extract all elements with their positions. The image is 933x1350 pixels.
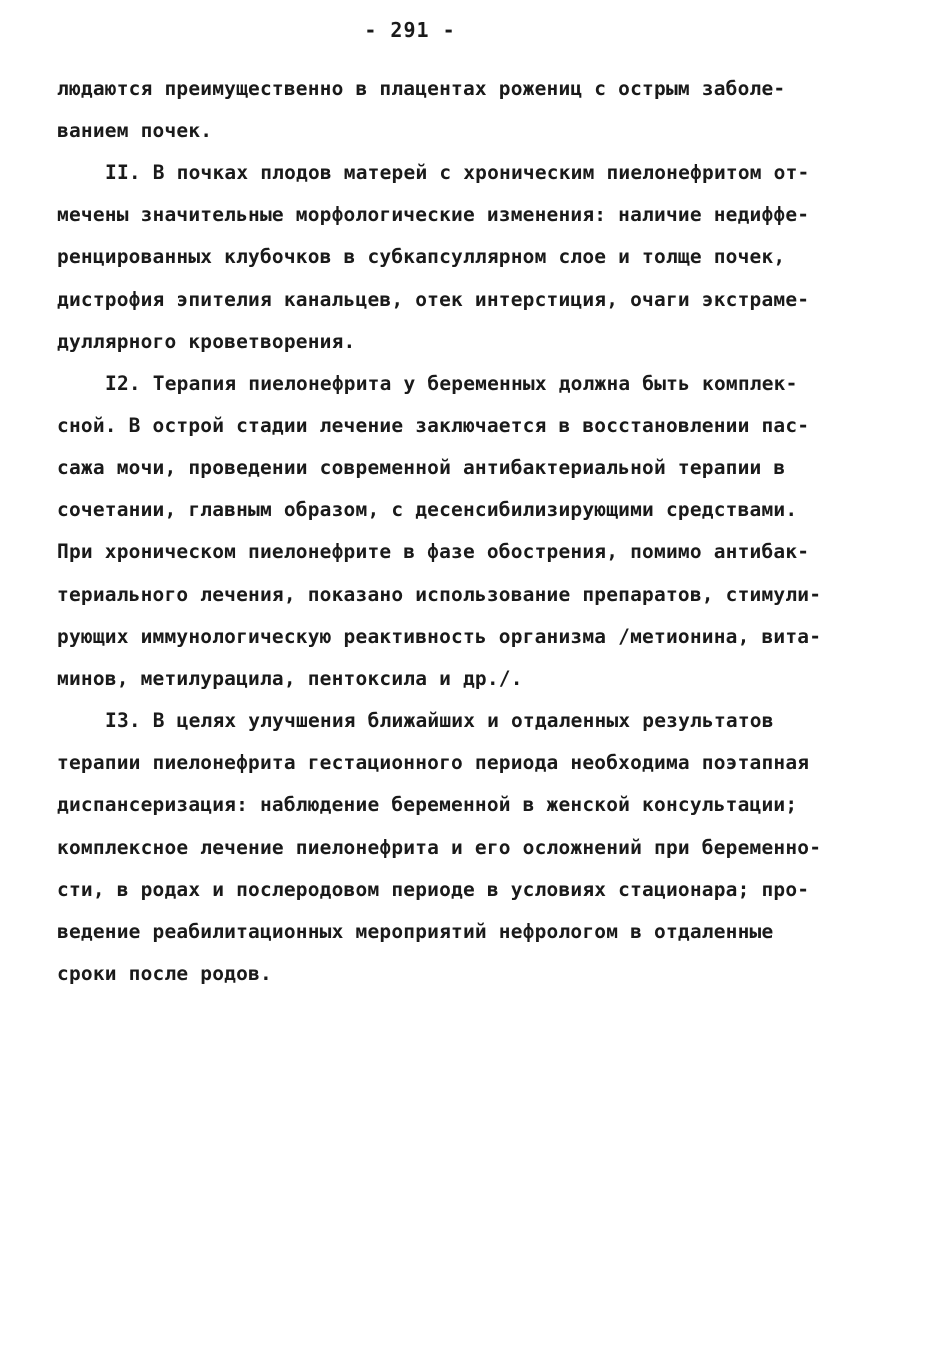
text-line: сти, в родах и послеродовом периоде в условиях стационара; про- (57, 878, 810, 901)
text-line: дистрофия эпителия канальцев, отек интерстиция, очаги экстраме- (57, 288, 810, 311)
text-line: При хроническом пиелонефрите в фазе обострения, помимо антибак- (57, 540, 810, 563)
text-line: сроки после родов. (57, 962, 272, 985)
text-line: ренцированных клубочков в субкапсуллярном слое и толще почек, (57, 245, 786, 268)
text-line: сажа мочи, проведении современной антибактериальной терапии в (57, 456, 786, 479)
text-line: комплексное лечение пиелонефрита и его осложнений при беременно- (57, 836, 822, 859)
text-line: сочетании, главным образом, с десенсибилизирующими средствами. (57, 498, 798, 521)
text-line: мечены значительные морфологические изменения: наличие недиффе- (57, 203, 810, 226)
text-line: сной. В острой стадии лечение заключается в восстановлении пас- (57, 414, 810, 437)
text-line: минов, метилурацила, пентоксила и др./. (57, 667, 523, 690)
text-line: ванием почек. (57, 119, 213, 142)
text-line: II. В почках плодов матерей с хроническим пиелонефритом от- (105, 161, 810, 184)
text-line: людаются преимущественно в плацентах рожениц с острым заболе- (57, 77, 786, 100)
text-line: терапии пиелонефрита гестационного периода необходима поэтапная (57, 751, 810, 774)
text-line: ведение реабилитационных мероприятий нефрологом в отдаленные (57, 920, 774, 943)
text-line: рующих иммунологическую реактивность организма /метионина, вита- (57, 625, 822, 648)
text-line: териального лечения, показано использование препаратов, стимули- (57, 583, 822, 606)
text-line: I2. Терапия пиелонефрита у беременных должна быть комплек- (105, 372, 798, 395)
text-line: дуллярного кроветворения. (57, 330, 356, 353)
page-number: - 291 - (364, 18, 456, 42)
text-line: диспансеризация: наблюдение беременной в женской консультации; (57, 793, 798, 816)
text-line: I3. В целях улучшения ближайших и отдаленных результатов (105, 709, 774, 732)
